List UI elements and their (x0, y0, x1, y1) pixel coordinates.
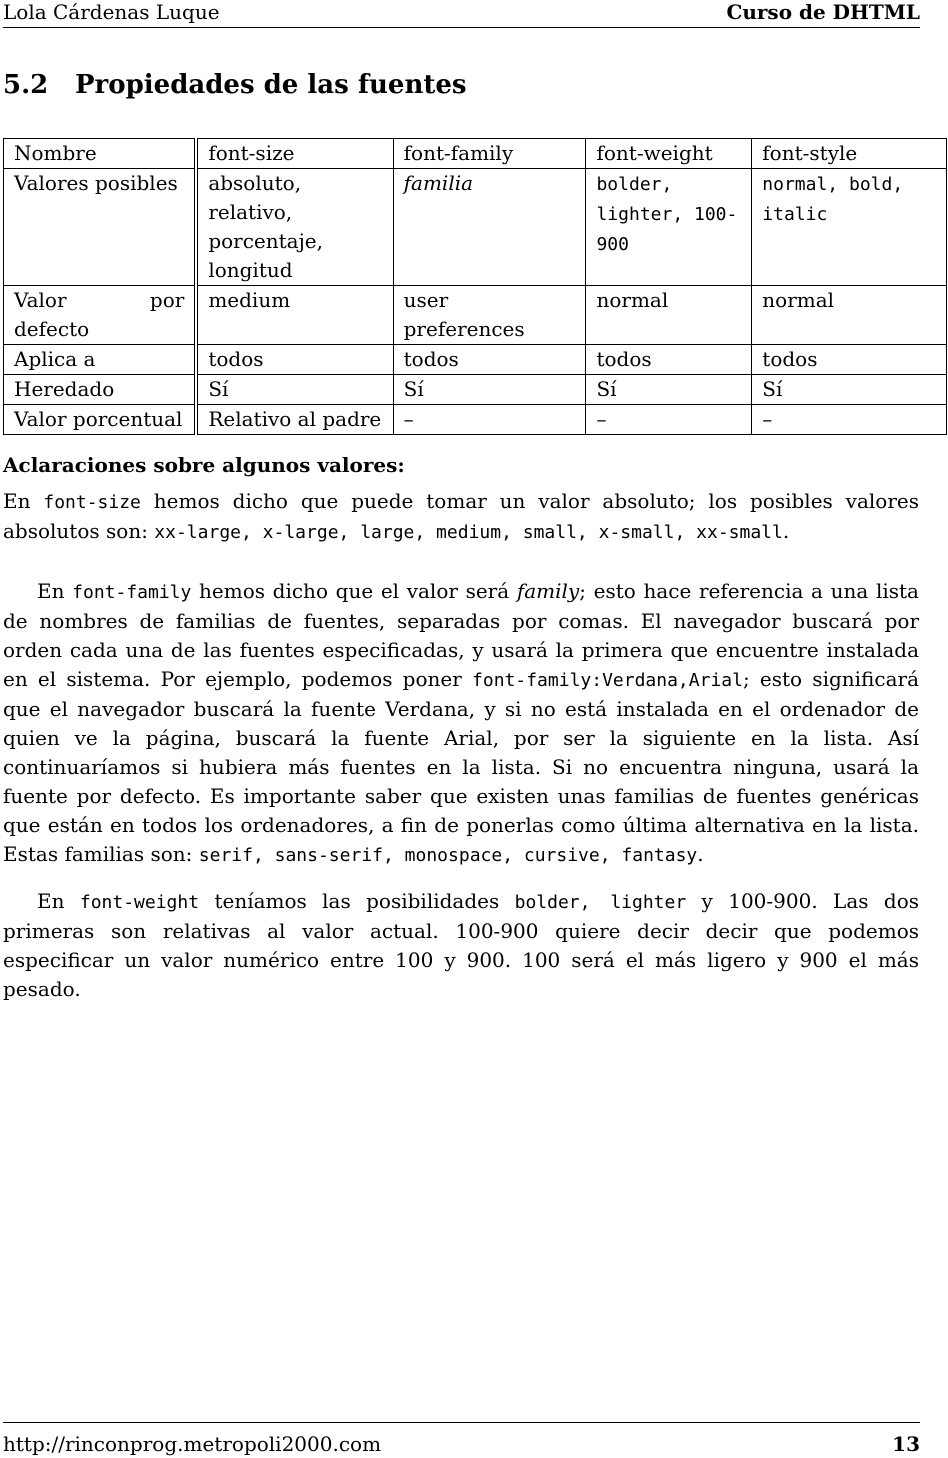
table-cell: Valores posibles (4, 169, 197, 286)
table-cell: font-style (752, 139, 947, 169)
header-title: Curso de DHTML (726, 0, 920, 24)
text-run: hemos dicho que el valor será (191, 579, 517, 603)
table-cell: Aplica a (4, 345, 197, 375)
text-run: ; esto hace referencia a una lista de nombres de familias de fuentes, separadas por comas. El navegador buscará por orden cada una de las fuentes especificadas, y usará la primera que encuentre instalada en el sistema. Por ejemplo, podemos poner (3, 579, 919, 691)
table-cell: font-family (393, 139, 586, 169)
table-cell: Nombre (4, 139, 197, 169)
table-cell: medium (196, 286, 393, 345)
code-run: font-size (43, 492, 141, 513)
table-cell: Relativo al padre (196, 405, 393, 435)
header-author: Lola Cárdenas Luque (3, 0, 220, 24)
table-row (4, 169, 947, 286)
text-run: En (3, 489, 44, 513)
paragraph-font-weight (3, 887, 919, 1004)
table-cell: – (586, 405, 752, 435)
table-cell: Valor porcentual (4, 405, 197, 435)
code-run: font-weight (79, 892, 200, 913)
table-row (4, 405, 947, 435)
table-cell: Sí (586, 375, 752, 405)
cell-italic-text: familia (403, 171, 474, 195)
properties-table (3, 138, 947, 435)
page-header (3, 0, 920, 28)
text-run: hemos dicho que puede tomar un valor absoluto; los posibles valores absolutos son: (3, 489, 919, 543)
text-run: ; esto significará que el navegador buscará la fuente Verdana, y si no está instalada en el ordenador de quien ve la página, buscará la fuente Arial, por ser la siguiente en la lista. Así continuaríamos si hubiera más fuentes en la lista. Si no encuentra ninguna, usará la fuente por defecto. Es importante saber que existen unas familias de fuentes genéricas que están en todos los ordenadores, a fin de ponerlas como última alternativa en la lista. Estas familias son: (3, 667, 919, 866)
section-title: Propiedades de las fuentes (75, 70, 467, 100)
text-run: y 100-900. Las dos primeras son relativas al valor actual. 100-900 quiere decir decir que podemos especificar un valor numérico entre 100 y 900. 100 será el más ligero y 900 el más pesado. (3, 889, 919, 1001)
table-cell: absoluto, relativo, porcentaje, longitud (196, 169, 393, 286)
section-number: 5.2 (3, 70, 49, 100)
table-cell: normal (752, 286, 947, 345)
table-cell: Valor por defecto (4, 286, 197, 345)
table-cell: todos (393, 345, 586, 375)
text-run: En (37, 579, 73, 603)
table-cell: Sí (196, 375, 393, 405)
cell-code-text: bolder, lighter, 100-900 (596, 174, 738, 255)
code-run: xx-large, x-large, large, medium, small, x-small, xx-small (154, 522, 783, 543)
table-cell: normal (586, 286, 752, 345)
table-header-row (4, 139, 947, 169)
table-cell: Heredado (4, 375, 197, 405)
table-cell: user preferences (393, 286, 586, 345)
paragraph-font-family (3, 577, 919, 870)
page-number: 13 (892, 1432, 920, 1456)
table-cell: todos (196, 345, 393, 375)
code-run: font-family:Verdana,Arial (472, 670, 743, 691)
table-cell: Sí (393, 375, 586, 405)
subheading: Aclaraciones sobre algunos valores: (3, 453, 405, 477)
cell-code-text: normal, bold, italic (762, 174, 904, 225)
page-footer (3, 1422, 920, 1457)
text-run: En (37, 889, 80, 913)
table-cell: – (752, 405, 947, 435)
text-run: . (782, 519, 790, 543)
italic-run: family (516, 579, 580, 603)
text-run: . (697, 842, 704, 866)
code-run: bolder, lighter (514, 892, 687, 913)
table-cell: todos (752, 345, 947, 375)
table-row (4, 345, 947, 375)
table-cell: – (393, 405, 586, 435)
table-cell: todos (586, 345, 752, 375)
table-cell: Sí (752, 375, 947, 405)
paragraph-font-size (3, 487, 919, 547)
table-row (4, 375, 947, 405)
table-cell (752, 169, 947, 286)
table-row (4, 286, 947, 345)
table-cell: font-weight (586, 139, 752, 169)
section-heading (3, 68, 467, 102)
text-run: teníamos las posibilidades (199, 889, 515, 913)
code-run: serif, sans-serif, monospace, cursive, fantasy (198, 845, 698, 866)
table-cell (393, 169, 586, 286)
table-cell (586, 169, 752, 286)
table-cell: font-size (196, 139, 393, 169)
footer-url: http://rinconprog.metropoli2000.com (3, 1432, 382, 1456)
code-run: font-family (72, 582, 192, 603)
